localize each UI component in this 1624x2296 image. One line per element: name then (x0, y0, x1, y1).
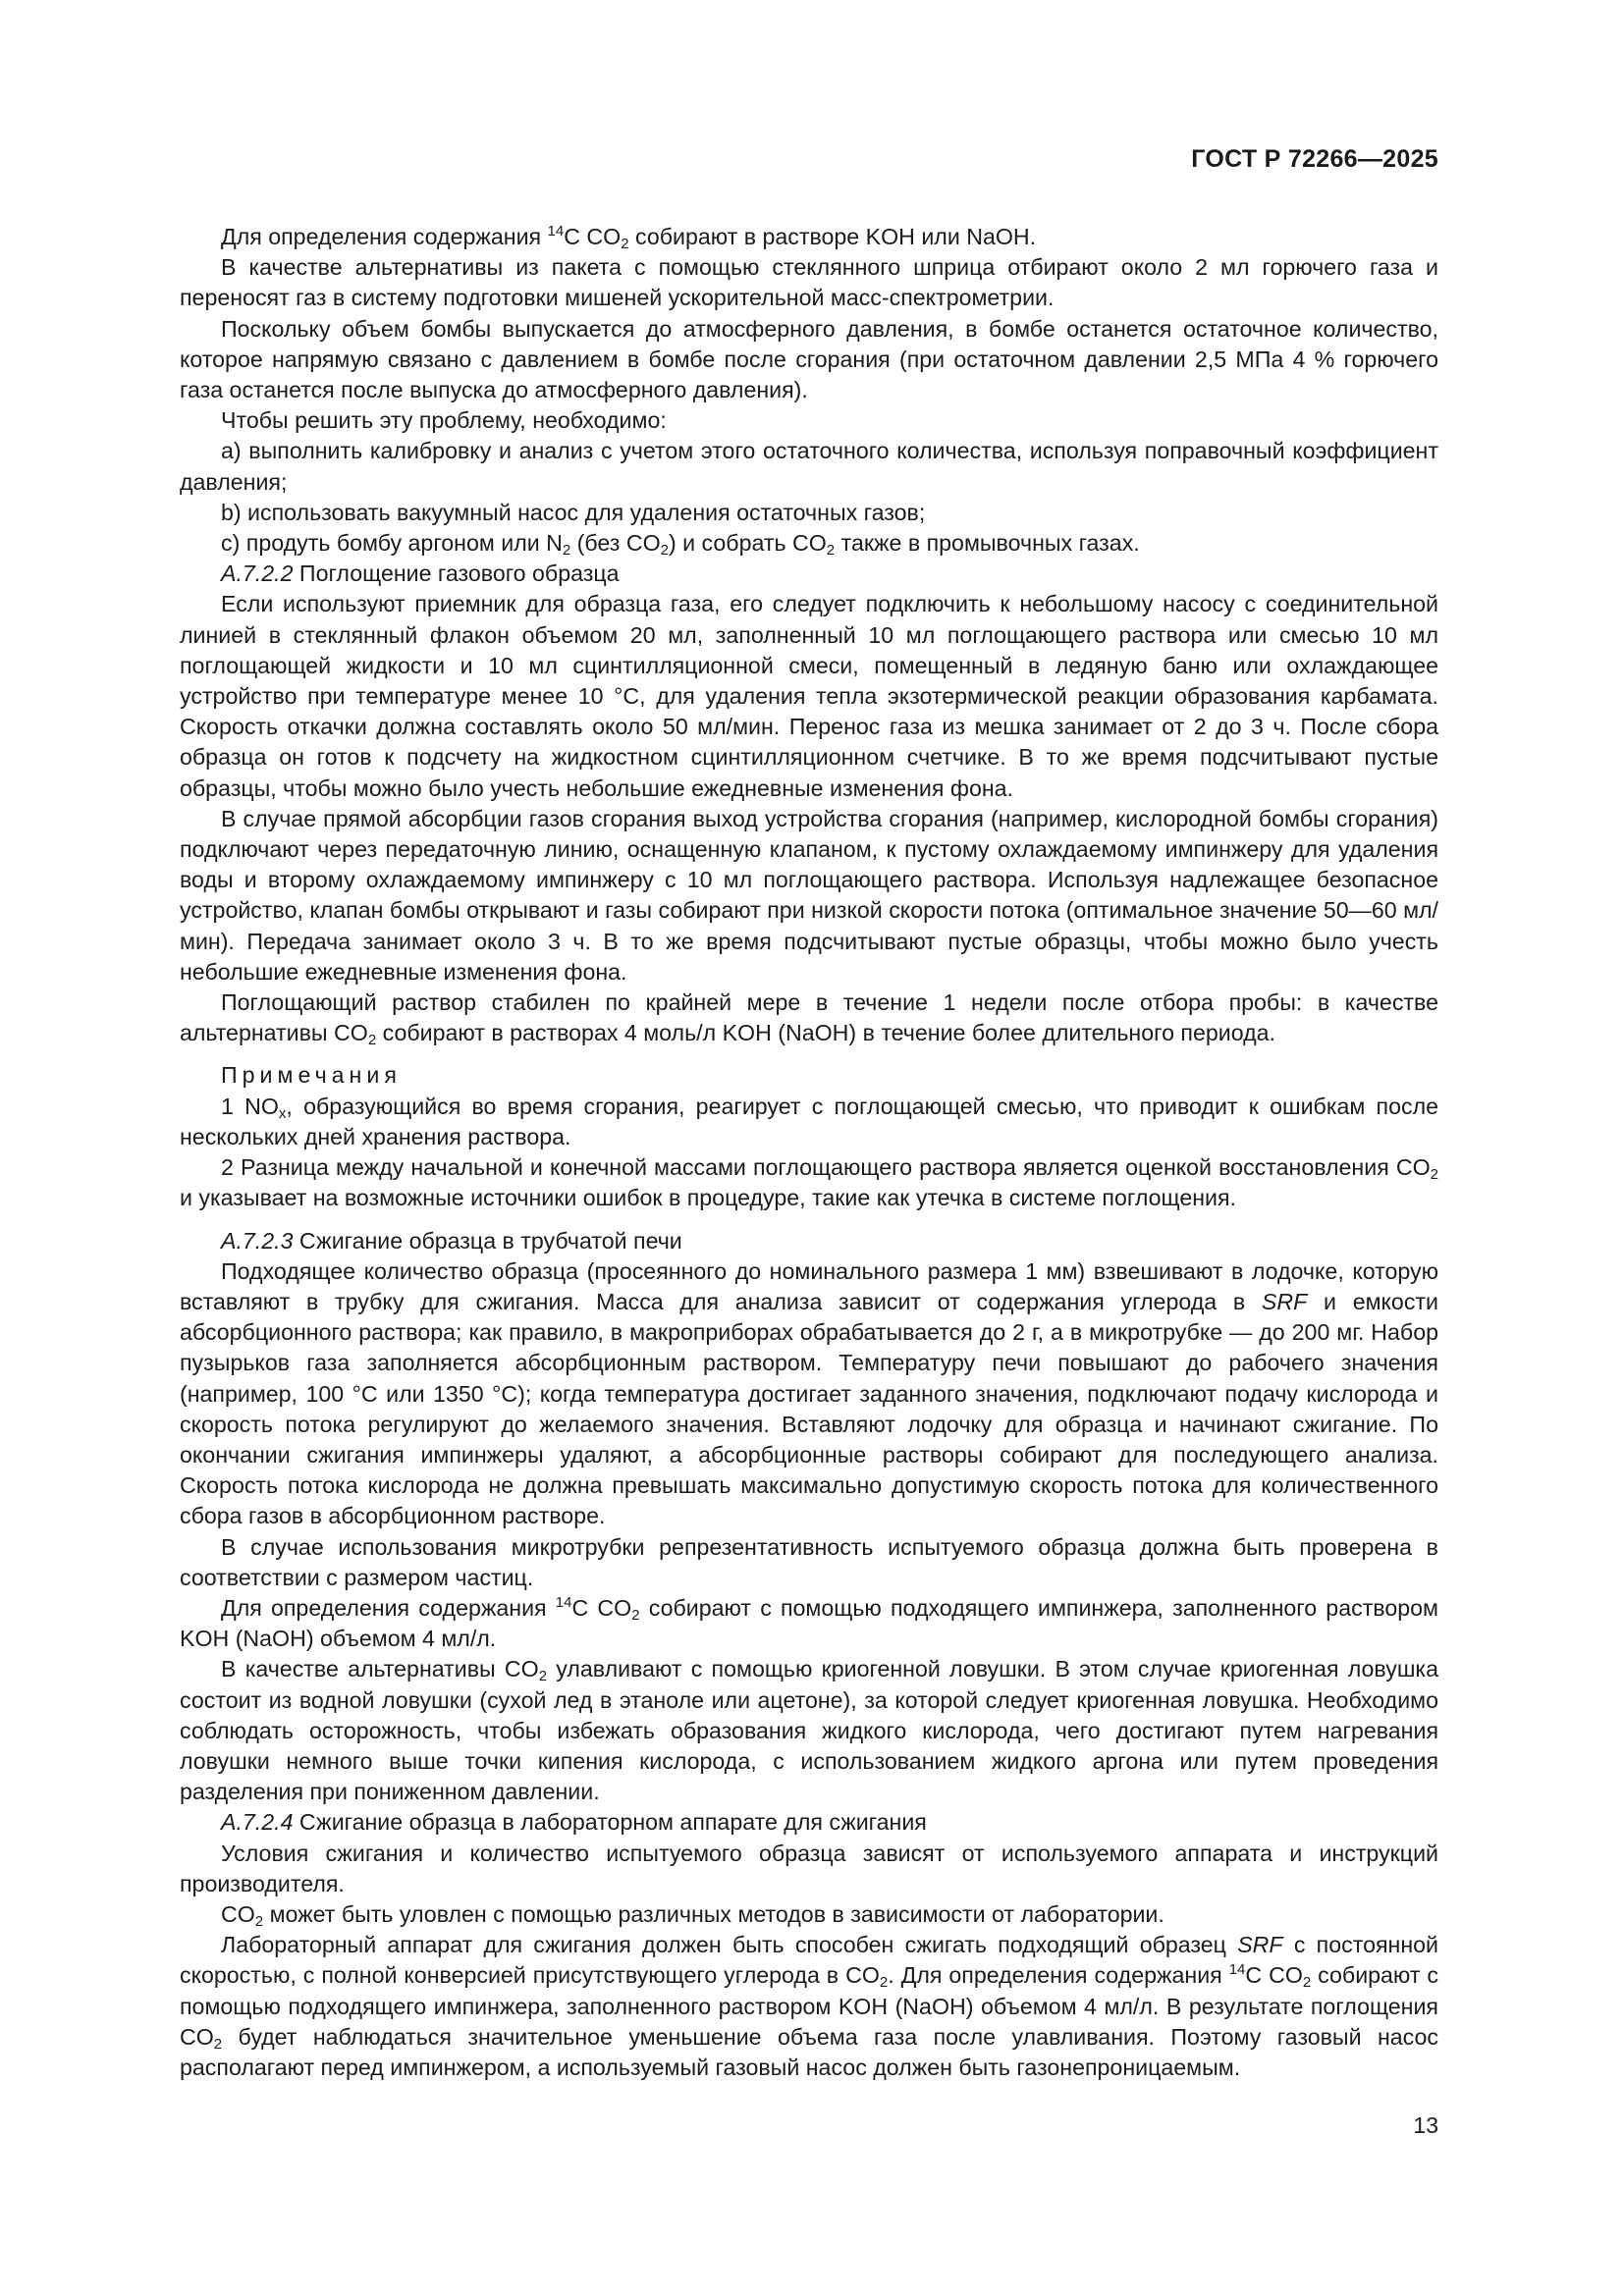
list-item: c) продуть бомбу аргоном или $N_2$ (без $CO_2$) и собрать $CO_2$ также в промывочных газах. (221, 530, 1140, 560)
document-header: ГОСТ Р 72266—2025 (1191, 145, 1438, 173)
paragraph: Для определения содержания $^{14}$C $CO_2$ собирают с помощью подходящего импинжера, заполненного раствором KOH (NaOH) объемом 4 мл/л. (180, 1593, 1438, 1652)
paragraph: Поскольку объем бомбы выпускается до атмосферного давления, в бомбе останется остаточное количество, которое напрямую связано с давлением в бомбе после сгорания (при остаточном давлении 2,5 МПа 4 % горючего газа останется после выпуска до атмосферного давления). (180, 315, 1438, 403)
notes-title: Примечания (221, 1062, 402, 1089)
section-heading: A.7.2.3 Сжигание образца в трубчатой печи (221, 1227, 682, 1254)
paragraph: Поглощающий раствор стабилен по крайней мере в течение 1 недели после отбора пробы: в качестве альтернативы $CO_2$ собирают в растворах 4 моль/л KOH (NaOH) в течение более длительного периода. (180, 989, 1438, 1049)
section-heading: A.7.2.2 Поглощение газового образца (221, 561, 620, 587)
paragraph: В качестве альтернативы из пакета с помощью стеклянного шприца отбирают около 2 мл горючего газа и переносят газ в систему подготовки мишеней ускорительной масс-спектрометрии. (180, 254, 1438, 311)
paragraph: Условия сжигания и количество испытуемого образца зависят от используемого аппарата и инструкций производителя. (180, 1840, 1438, 1896)
paragraph: В случае использования микротрубки репрезентативность испытуемого образца должна быть проверена в соответствии с размером частиц. (180, 1533, 1438, 1590)
note-item: 1 $NO_x$, образующийся во время сгорания, реагирует с поглощающей смесью, что приводит к ошибкам после нескольких дней хранения раствора. (180, 1093, 1439, 1149)
paragraph: Для определения содержания $^{14}$C $CO_2$ собирают в растворе KOH или NaOH. (221, 223, 1037, 252)
paragraph: Если используют приемник для образца газа, его следует подключить к небольшому насосу с соединительной линией в стеклянный флакон объемом 20 мл, заполненный 10 мл поглощающего раствора или смесью 10 мл поглощающей жидкости и 10 мл сцинтилляционной смеси, помещенный в ледяную баню или охлаждающее устройство при температуре менее 10 °C, для удаления тепла экзотермической реакции образования карбамата. Скорость откачки должна составлять около 50 мл/мин. Перенос газа из мешка занимает от 2 до 3 ч. После сбора образца он готов к подсчету на жидкостном сцинтилляционном счетчике. В то же время подсчитывают пустые образцы, чтобы можно было учесть небольшие ежедневные изменения фона. (180, 591, 1438, 801)
section-heading: A.7.2.4 Сжигание образца в лабораторном аппарате для сжигания (221, 1809, 927, 1836)
paragraph: В случае прямой абсорбции газов сгорания выход устройства сгорания (например, кислородной бомбы сгорания) подключают через передаточную линию, оснащенную клапаном, к пустому охлаждаемому импинжеру для удаления воды и второму охлаждаемому импинжеру с 10 мл поглощающего раствора. Используя надлежащее безопасное устройство, клапан бомбы открывают и газы собирают при низкой скорости потока (оптимальное значение 50—60 мл/мин). Передача занимает около 3 ч. В то же время подсчитывают пустые образцы, чтобы можно было учесть небольшие ежедневные изменения фона. (180, 805, 1438, 985)
paragraph: Чтобы решить эту проблему, необходимо: (221, 407, 667, 434)
page-number: 13 (1413, 2112, 1438, 2138)
list-item: a) выполнить калибровку и анализ с учетом этого остаточного количества, используя поправочный коэффициент давления; (180, 438, 1438, 495)
paragraph: Подходящее количество образца (просеянного до номинального размера 1 мм) взвешивают в лодочке, которую вставляют в трубку для сжигания. Масса для анализа зависит от содержания углерода в SRF и емкости абсорбционного раствора; как правило, в макроприборах обрабатывается до 2 г, а в микротрубке — до 200 мг. Набор пузырьков газа заполняется абсорбционным раствором. Температуру печи повышают до рабочего значения (например, 100 °C или 1350 °C); когда температура достигает заданного значения, подключают подачу кислорода и скорость потока регулируют до желаемого значения. Вставляют лодочку для образца и начинают сжигание. По окончании сжигания импинжеры удаляют, а абсорбционные растворы собирают для последующего анализа. Скорость потока кислорода не должна превышать максимально допустимую скорость потока для количественного сбора газов в абсорбционном растворе. (180, 1257, 1438, 1529)
paragraph: $CO_2$ может быть уловлен с помощью различных методов в зависимости от лаборатории. (221, 1900, 1164, 1930)
paragraph: Лабораторный аппарат для сжигания должен быть способен сжигать подходящий образец SRF с постоянной скоростью, с полной конверсией присутствующего углерода в $CO_2$. Для определения содержания $^{14}$C $CO_2$ собирают с помощью подходящего импинжера, заполненного раствором KOH (NaOH) объемом 4 мл/л. В результате поглощения $CO_2$ будет наблюдаться значительное уменьшение объема газа после улавливания. Поэтому газовый насос располагают перед импинжером, а используемый газовый насос должен быть газонепроницаемым. (180, 1932, 1438, 2080)
document-body (180, 222, 1438, 2083)
list-item: b) использовать вакуумный насос для удаления остаточных газов; (221, 499, 926, 525)
paragraph: В качестве альтернативы $CO_2$ улавливают с помощью криогенной ловушки. В этом случае криогенная ловушка состоит из водной ловушки (сухой лед в этаноле или ацетоне), за которой следует криогенная ловушка. Необходимо соблюдать осторожность, чтобы избежать образования жидкого кислорода, чего достигают путем нагревания ловушки немного выше точки кипения кислорода, с использованием жидкого аргона или путем проведения разделения при пониженном давлении. (180, 1656, 1438, 1805)
note-item: 2 Разница между начальной и конечной массами поглощающего раствора является оценкой восстановления $CO_2$ и указывает на возможные источники ошибок в процедуре, такие как утечка в системе поглощения. (180, 1154, 1438, 1211)
